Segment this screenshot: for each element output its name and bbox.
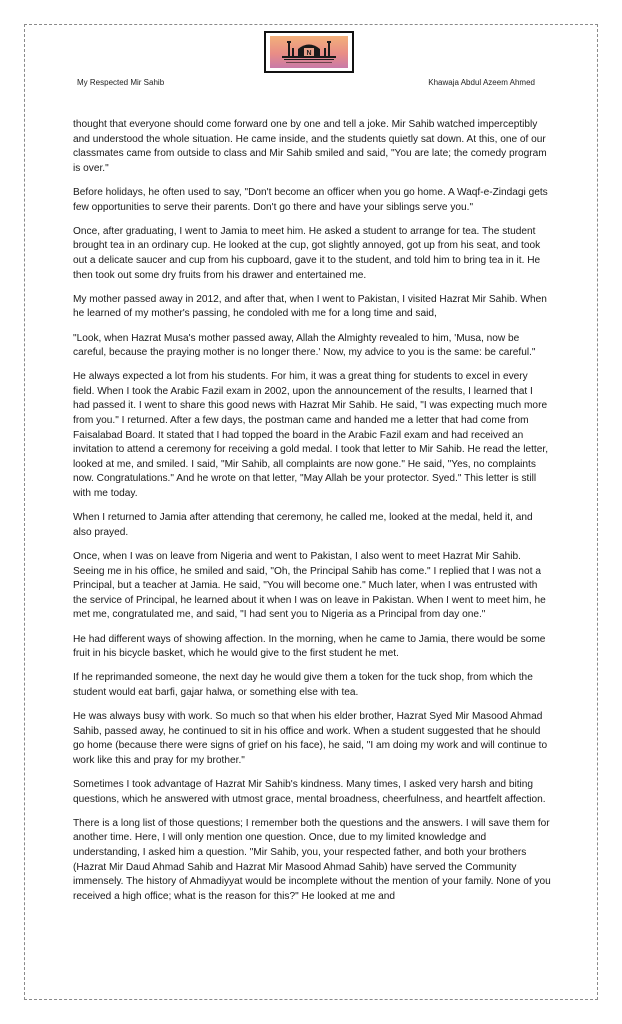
- paragraph: Before holidays, he often used to say, "Don't become an officer when you go home. A Waqf-e-Zindagi gets few opportunities to serve their parents. Don't go there and have your siblings serve you.": [73, 186, 548, 213]
- paragraph: Once, when I was on leave from Nigeria and went to Pakistan, I also went to meet Hazrat Mir Sahib. Seeing me in his office, he smiled and said, "Oh, the Principal Sahib has come." I replied that I was not a Principal, but a teacher at Jamia. He said, "You will become one." Much later, when I was entrusted with the service of Principal, he learned about it when I was on leave in Pakistan. When I went to meet him, he met me, congratulated me, and said, "I had sent you to Nigeria as a Principal from day one.": [73, 551, 546, 621]
- logo: [264, 31, 354, 73]
- paragraph: He always expected a lot from his students. For him, it was a great thing for students to excel in every field. When I took the Arabic Fazil exam in 2002, upon the announcement of the results, I learned that I had passed it. I went to share this good news with Hazrat Mir Sahib. He said, "I was expecting much more from you." I returned. After a few days, the postman came and handed me a letter that had come from Faisalabad Board. It stated that I had topped the board in the Arabic Fazil exam and had received an invitation to attend a ceremony for receiving a gold medal. I took that letter to Mir Sahib. He read the letter, looked at me, and smiled. I said, "Mir Sahib, all complaints are now gone." He said, "Yes, no complaints now. Congratulations." And he wrote on that letter, "May Allah be your protector. Syed." This letter is still with me today.: [73, 371, 549, 500]
- paragraph: "Look, when Hazrat Musa's mother passed away, Allah the Almighty revealed to him, 'Musa, now be careful, because the praying mother is no longer there.' Now, my advice to you is the same: be careful.": [73, 332, 536, 359]
- logo-banner: [270, 36, 348, 68]
- header-right-author: Khawaja Abdul Azeem Ahmed: [428, 78, 535, 87]
- paragraph: thought that everyone should come forward one by one and tell a joke. Mir Sahib watched imperceptibly and understood the whole situation. He came inside, and the students quietly sat down. At this, one of our classmates came from outside to class and Mir Sahib smiled and said, "You are late; the comedy program is over.": [73, 119, 547, 174]
- paragraph: If he reprimanded someone, the next day he would give them a token for the tuck shop, from which the student would eat barfi, gajar halwa, or something else with tea.: [73, 672, 533, 698]
- paragraph: He had different ways of showing affection. In the morning, when he came to Jamia, there would be some fruit in his bicycle basket, which he would give to the first student he met.: [73, 633, 546, 660]
- paragraph: There is a long list of those questions; I remember both the questions and the answers. I will save them for another time. Here, I will only mention one question. Once, due to my limited knowledge and understanding, I asked him a question. "Mir Sahib, you, your respected father, and both your brothers (Hazrat Mir Daud Ahmad Sahib and Hazrat Mir Masood Ahmad Sahib) have served the Community immensely. The history of Ahmadiyyat would be incomplete without the mention of your family. None of you received a high office; what is the reason for this?" He looked at me and: [73, 817, 551, 902]
- paragraph: Once, after graduating, I went to Jamia to meet him. He asked a student to arrange for tea. The student brought tea in an ordinary cup. He looked at the cup, got slightly annoyed, got up from his seat, and took out a delicate saucer and cup from his cupboard, gave it to the student, and told him to bring tea in it. He then took out some dry fruits from his drawer and entertained me.: [73, 225, 541, 281]
- mosque-icon: [274, 38, 344, 66]
- paragraph: He was always busy with work. So much so that when his elder brother, Hazrat Syed Mir Masood Ahmad Sahib, passed away, he continued to sit in his office and work. When a student suggested that he should go home (because there were signs of grief on his face), he said, "I am doing my work and will continue to work like this and pray for my brother.": [73, 711, 548, 766]
- article-body: [73, 118, 551, 914]
- svg-text:N: N: [306, 50, 312, 57]
- paragraph: When I returned to Jamia after attending that ceremony, he called me, looked at the medal, held it, and also prayed.: [73, 512, 533, 538]
- paragraph: My mother passed away in 2012, and after that, when I went to Pakistan, I visited Hazrat Mir Sahib. When he learned of my mother's passing, he condoled with me for a long time and said,: [73, 293, 547, 320]
- header-left-title: My Respected Mir Sahib: [77, 78, 165, 87]
- paragraph: Sometimes I took advantage of Hazrat Mir Sahib's kindness. Many times, I asked very harsh and biting questions, which he answered with utmost grace, mental broadness, cheerfulness, and heartfelt affection.: [73, 779, 546, 805]
